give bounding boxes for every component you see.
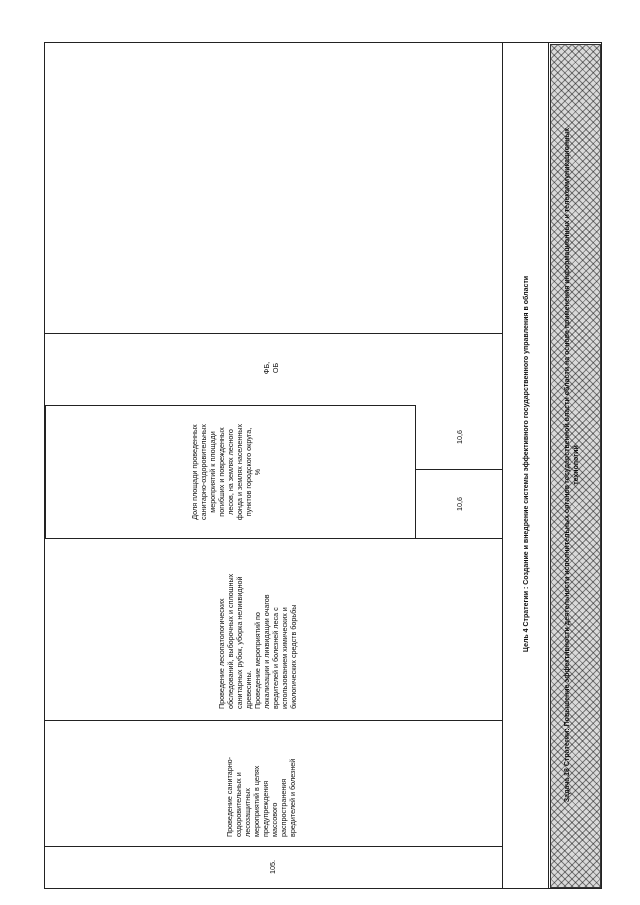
indicator-box-right [415, 405, 416, 538]
goal-column-left [502, 42, 503, 889]
row-separator [44, 333, 502, 334]
row-separator [44, 846, 502, 847]
measure-text: Проведение санитарно- оздоровительных и лесозащитных мероприятий в целях предупреждения массового распространения вредителей и болезней [225, 756, 297, 837]
goal-text: Цель 4 Стратегии : Создание и внедрение системы эффективного государственного управления в области [523, 275, 530, 653]
task-column-left [548, 42, 549, 889]
value-separator [415, 469, 502, 470]
indicator-box-top [45, 405, 415, 406]
row-number: 105. [268, 860, 277, 874]
table-top-border [44, 42, 602, 43]
row-separator [44, 538, 502, 539]
executor-text: ФБ, ОБ [262, 361, 280, 375]
table-bottom-border [44, 888, 602, 889]
value-cell: 10,6 [455, 430, 464, 444]
table-right-border [601, 42, 602, 889]
actions-text: Проведение лесопатологических обследований, выборочных и сплошных санитарных рубок, уборка неликвидной древесины. Проведение мероприятий по локализации и ликвидации очагов вредителей и болезней леса с использованием химических и биологических средств борьбы [217, 573, 298, 709]
task-text: Задача 18 Стратегии: Повышение эффективности деятельности исполнительных органов государственной власти области на основе применения информационных и телекоммуникационных технологий [564, 127, 580, 803]
value-cell: 10,6 [455, 497, 464, 511]
indicator-text: Доля площади проведенных санитарно-оздоровительных мероприятий к площади погибших и поврежденных лесов, на землях лесного фонда и землях населенных пунктов городского округа, % [190, 423, 262, 521]
indicator-box-left [45, 405, 46, 538]
